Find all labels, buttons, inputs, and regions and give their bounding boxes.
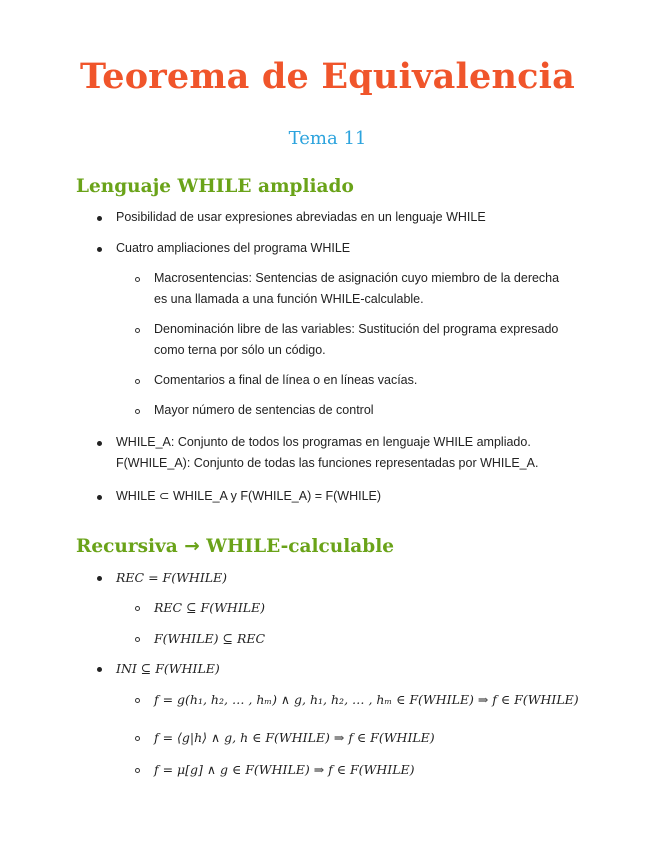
- section-heading-while-ampliado: Lenguaje WHILE ampliado: [76, 176, 354, 197]
- sub-bullet-circle: [135, 637, 140, 642]
- math-formula: INI ⊆ F(WHILE): [116, 661, 220, 676]
- bullet-text: Posibilidad de usar expresiones abreviadas en un lenguaje WHILE: [116, 210, 486, 224]
- math-formula: f = g(h₁, h₂, … , hₘ) ∧ g, h₁, h₂, … , hₘ ∈ F(WHILE) ⇒ f ∈ F(WHILE): [154, 692, 579, 707]
- bullet-dot: [97, 441, 102, 446]
- math-formula: REC = F(WHILE): [116, 570, 228, 585]
- bullet-dot: [97, 576, 102, 581]
- heading-left: Recursiva: [76, 536, 178, 557]
- bullet-dot: [97, 216, 102, 221]
- bullet-text: Cuatro ampliaciones del programa WHILE: [116, 241, 351, 255]
- heading-right: WHILE-calculable: [206, 536, 395, 557]
- sub-bullet-circle: [135, 328, 140, 333]
- sub-bullet-text-line1: Denominación libre de las variables: Sustitución del programa expresado: [154, 322, 559, 336]
- sub-bullet-circle: [135, 768, 140, 773]
- math-formula: REC ⊆ F(WHILE): [154, 600, 266, 615]
- section-heading-recursiva: [76, 536, 394, 557]
- sub-bullet-circle: [135, 277, 140, 282]
- sub-bullet-text-line2: es una llamada a una función WHILE-calculable.: [154, 292, 424, 306]
- math-formula: f = ⟨g|h⟩ ∧ g, h ∈ F(WHILE) ⇒ f ∈ F(WHILE): [154, 730, 435, 745]
- sub-bullet-text-line2: como terna por sólo un código.: [154, 343, 326, 357]
- page-subtitle: Tema 11: [288, 128, 367, 149]
- math-formula: F(WHILE) ⊆ REC: [154, 631, 266, 646]
- sub-bullet-circle: [135, 409, 140, 414]
- sub-bullet-text-line1: Macrosentencias: Sentencias de asignación cuyo miembro de la derecha: [154, 271, 560, 285]
- math-formula: f = μ[g] ∧ g ∈ F(WHILE) ⇒ f ∈ F(WHILE): [154, 762, 415, 777]
- bullet-text-line2: F(WHILE_A): Conjunto de todas las funciones representadas por WHILE_A.: [116, 456, 539, 470]
- sub-bullet-text: Mayor número de sentencias de control: [154, 403, 374, 417]
- bullet-dot: [97, 667, 102, 672]
- sub-bullet-circle: [135, 606, 140, 611]
- bullet-text: WHILE ⊂ WHILE_A y F(WHILE_A) = F(WHILE): [116, 489, 382, 503]
- right-arrow-icon: →: [184, 536, 200, 557]
- bullet-dot: [97, 495, 102, 500]
- sub-bullet-circle: [135, 379, 140, 384]
- bullet-text-line1: WHILE_A: Conjunto de todos los programas en lenguaje WHILE ampliado.: [116, 435, 531, 449]
- sub-bullet-text: Comentarios a final de línea o en líneas vacías.: [154, 373, 418, 387]
- page-title: Teorema de Equivalencia: [80, 56, 575, 97]
- sub-bullet-circle: [135, 698, 140, 703]
- bullet-dot: [97, 247, 102, 252]
- sub-bullet-circle: [135, 736, 140, 741]
